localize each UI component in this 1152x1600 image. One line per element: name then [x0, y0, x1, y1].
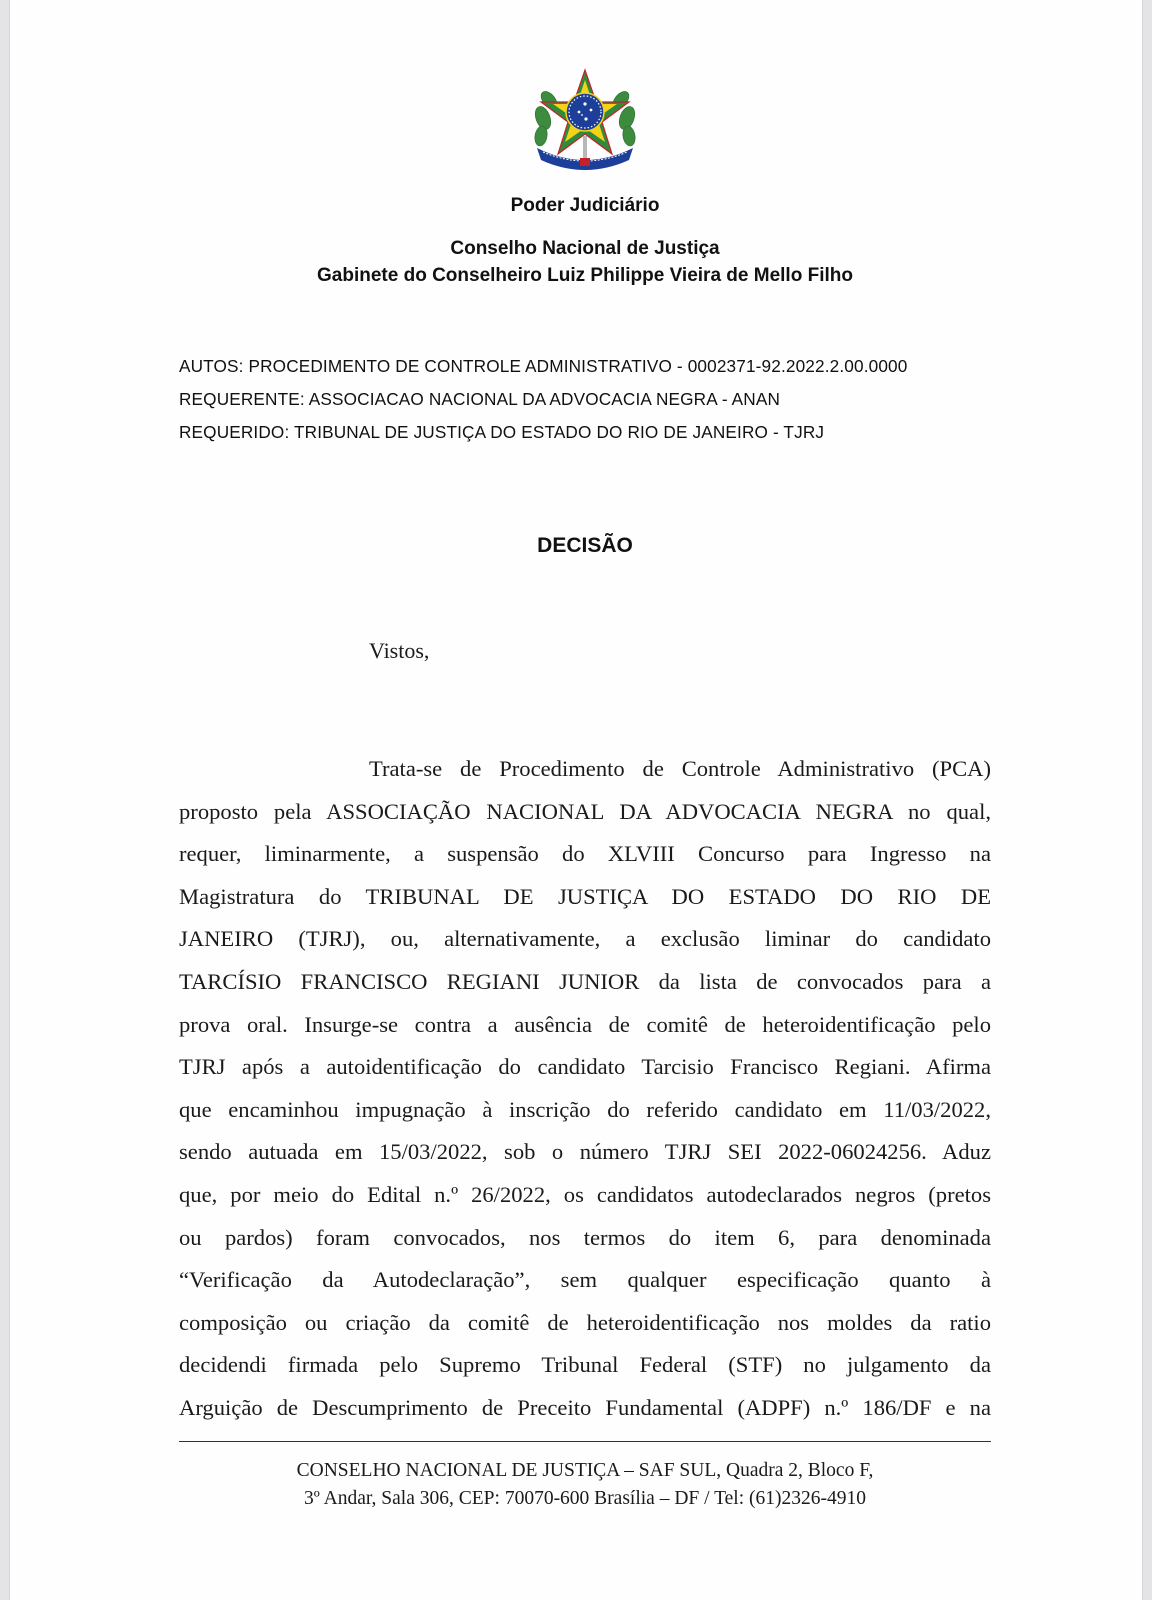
footer-address-line2: 3º Andar, Sala 306, CEP: 70070-600 Brasília – DF / Tel: (61)2326-4910 — [304, 1488, 866, 1509]
body-line: TARCÍSIO FRANCISCO REGIANI JUNIOR da lista de convocados para a — [179, 968, 991, 994]
body-line: prova oral. Insurge-se contra a ausência de comitê de heteroidentificação pelo — [179, 1011, 991, 1037]
body-line: Magistratura do TRIBUNAL DE JUSTIÇA DO ESTADO DO RIO DE — [179, 883, 991, 909]
body-line: sendo autuada em 15/03/2022, sob o número TJRJ SEI 2022-06024256. Aduz — [179, 1139, 991, 1165]
header-council: Conselho Nacional de Justiça — [450, 238, 720, 259]
body-paragraph — [179, 748, 991, 1430]
header-cabinet: Gabinete do Conselheiro Luiz Philippe Vieira de Mello Filho — [317, 265, 853, 286]
body-line: que encaminhou impugnação à inscrição do referido candidato em 11/03/2022, — [179, 1096, 991, 1122]
body-line: ou pardos) foram convocados, nos termos do item 6, para denominada — [179, 1224, 991, 1250]
footer-divider — [179, 1441, 991, 1442]
case-petitioner: REQUERENTE: ASSOCIACAO NACIONAL DA ADVOCACIA NEGRA - ANAN — [179, 389, 781, 409]
footer-address-line1: CONSELHO NACIONAL DE JUSTIÇA – SAF SUL, Quadra 2, Bloco F, — [296, 1460, 874, 1481]
case-respondent: REQUERIDO: TRIBUNAL DE JUSTIÇA DO ESTADO DO RIO DE JANEIRO - TJRJ — [179, 422, 825, 442]
body-line: TJRJ após a autoidentificação do candidato Tarcisio Francisco Regiani. Afirma — [179, 1054, 991, 1080]
body-line: proposto pela ASSOCIAÇÃO NACIONAL DA ADVOCACIA NEGRA no qual, — [179, 798, 991, 824]
body-line: decidendi firmada pelo Supremo Tribunal Federal (STF) no julgamento da — [179, 1352, 991, 1378]
document-title: DECISÃO — [537, 534, 633, 557]
case-number: AUTOS: PROCEDIMENTO DE CONTROLE ADMINISTRATIVO - 0002371-92.2022.2.00.0000 — [179, 356, 908, 376]
body-line: Arguição de Descumprimento de Preceito Fundamental (ADPF) n.º 186/DF e na — [179, 1394, 991, 1420]
document-page — [9, 0, 1143, 1600]
body-line: “Verificação da Autodeclaração”, sem qualquer especificação quanto à — [179, 1267, 991, 1293]
body-line: composição ou criação da comitê de heteroidentificação nos moldes da ratio — [179, 1309, 991, 1335]
body-line: JANEIRO (TJRJ), ou, alternativamente, a exclusão liminar do candidato — [179, 926, 991, 952]
body-line: requer, liminarmente, a suspensão do XLVIII Concurso para Ingresso na — [179, 841, 991, 867]
greeting: Vistos, — [369, 638, 430, 663]
header-judiciary: Poder Judiciário — [510, 195, 660, 216]
brazil-coat-of-arms-icon — [529, 66, 641, 174]
body-line: que, por meio do Edital n.º 26/2022, os candidatos autodeclarados negros (pretos — [179, 1181, 991, 1207]
body-line: Trata-se de Procedimento de Controle Administrativo (PCA) — [369, 756, 991, 781]
